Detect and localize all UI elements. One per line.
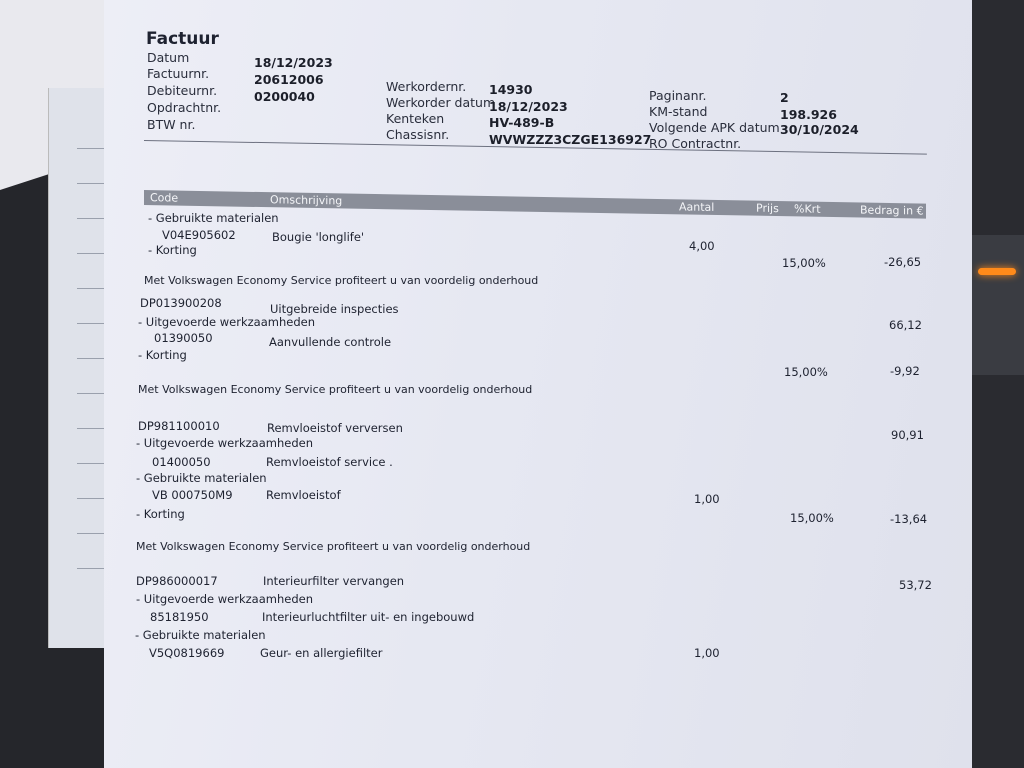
row-code: DP986000017 (136, 574, 218, 588)
label-paginanr: Paginanr. (649, 88, 707, 103)
row-desc: Bougie 'longlife' (272, 230, 365, 244)
table-row: - Uitgevoerde werkzaamheden (136, 592, 314, 606)
economy-service-note: Met Volkswagen Economy Service profiteert u van voordelig onderhoud (136, 540, 531, 553)
table-row: - Gebruikte materialen (148, 211, 279, 225)
economy-service-note: Met Volkswagen Economy Service profiteert u van voordelig onderhoud (144, 274, 539, 287)
row-desc: Geur- en allergiefilter (260, 646, 383, 660)
row-krt: 15,00% (784, 365, 828, 379)
value-datum: 18/12/2023 (254, 55, 333, 70)
row-bedrag: 66,12 (889, 318, 922, 332)
table-row: - Gebruikte materialen (135, 628, 266, 642)
label-datum: Datum (147, 50, 190, 65)
row-bedrag: 90,91 (891, 428, 924, 442)
row-bedrag: 53,72 (899, 578, 932, 592)
row-desc: Remvloeistof service . (266, 455, 393, 469)
row-desc: Interieurluchtfilter uit- en ingebouwd (262, 610, 475, 624)
economy-service-note: Met Volkswagen Economy Service profiteert u van voordelig onderhoud (138, 383, 533, 396)
label-apk-datum: Volgende APK datum (649, 120, 780, 135)
row-krt: 15,00% (782, 256, 826, 270)
label-kenteken: Kenteken (386, 111, 445, 126)
row-code: V04E905602 (162, 228, 236, 242)
col-omschrijving: Omschrijving (270, 193, 343, 208)
row-desc: Interieurfilter vervangen (263, 574, 405, 588)
col-prijs: Prijs (756, 201, 779, 216)
row-bedrag: -26,65 (884, 255, 922, 269)
table-row: - Korting (148, 243, 197, 257)
value-km-stand: 198.926 (780, 107, 837, 122)
console-indicator-light (978, 268, 1016, 275)
table-row: - Korting (136, 507, 185, 521)
label-ro-contractnr: RO Contractnr. (649, 136, 742, 151)
col-aantal: Aantal (679, 200, 715, 214)
row-code: DP981100010 (138, 419, 220, 433)
row-aantal: 4,00 (689, 239, 715, 253)
value-debiteurnr: 0200040 (254, 89, 315, 104)
value-paginanr: 2 (780, 90, 789, 105)
row-code: DP013900208 (140, 296, 222, 310)
row-krt: 15,00% (790, 511, 834, 525)
row-bedrag: -9,92 (890, 364, 920, 378)
label-werkorder-datum: Werkorder datum (386, 95, 496, 110)
value-werkordernr: 14930 (489, 82, 533, 97)
row-code: VB 000750M9 (152, 488, 233, 502)
label-opdrachtnr: Opdrachtnr. (147, 100, 222, 115)
invoice-title: Factuur (146, 29, 219, 49)
row-desc: Aanvullende controle (269, 335, 392, 349)
table-row: - Uitgevoerde werkzaamheden (136, 436, 314, 450)
row-code: 01390050 (154, 331, 213, 345)
row-code: 85181950 (150, 610, 209, 624)
col-bedrag: Bedrag in € (860, 203, 924, 218)
label-chassisnr: Chassisnr. (386, 127, 450, 142)
value-kenteken: HV-489-B (489, 115, 555, 130)
table-row: - Uitgevoerde werkzaamheden (138, 315, 316, 329)
row-code: V5Q0819669 (149, 646, 225, 660)
row-desc: Uitgebreide inspecties (270, 302, 399, 316)
value-apk-datum: 30/10/2024 (780, 122, 859, 137)
table-row: - Gebruikte materialen (136, 471, 267, 485)
value-factuurnr: 20612006 (254, 72, 324, 87)
row-bedrag: -13,64 (890, 512, 928, 526)
value-chassisnr: WVWZZZ3CZGE136927 (489, 132, 652, 147)
value-werkorder-datum: 18/12/2023 (489, 99, 568, 114)
row-desc: Remvloeistof (266, 488, 341, 502)
row-aantal: 1,00 (694, 492, 720, 506)
label-debiteurnr: Debiteurnr. (147, 83, 218, 98)
label-factuurnr: Factuurnr. (147, 66, 210, 81)
row-code: 01400050 (152, 455, 211, 469)
label-btw-nr: BTW nr. (147, 117, 196, 132)
label-werkordernr: Werkordernr. (386, 79, 467, 94)
label-km-stand: KM-stand (649, 104, 708, 119)
table-row: - Korting (138, 348, 187, 362)
row-desc: Remvloeistof verversen (267, 421, 403, 435)
col-krt: %Krt (794, 202, 821, 216)
col-code: Code (150, 191, 179, 205)
row-aantal: 1,00 (694, 646, 720, 660)
invoice-paper (104, 0, 972, 768)
